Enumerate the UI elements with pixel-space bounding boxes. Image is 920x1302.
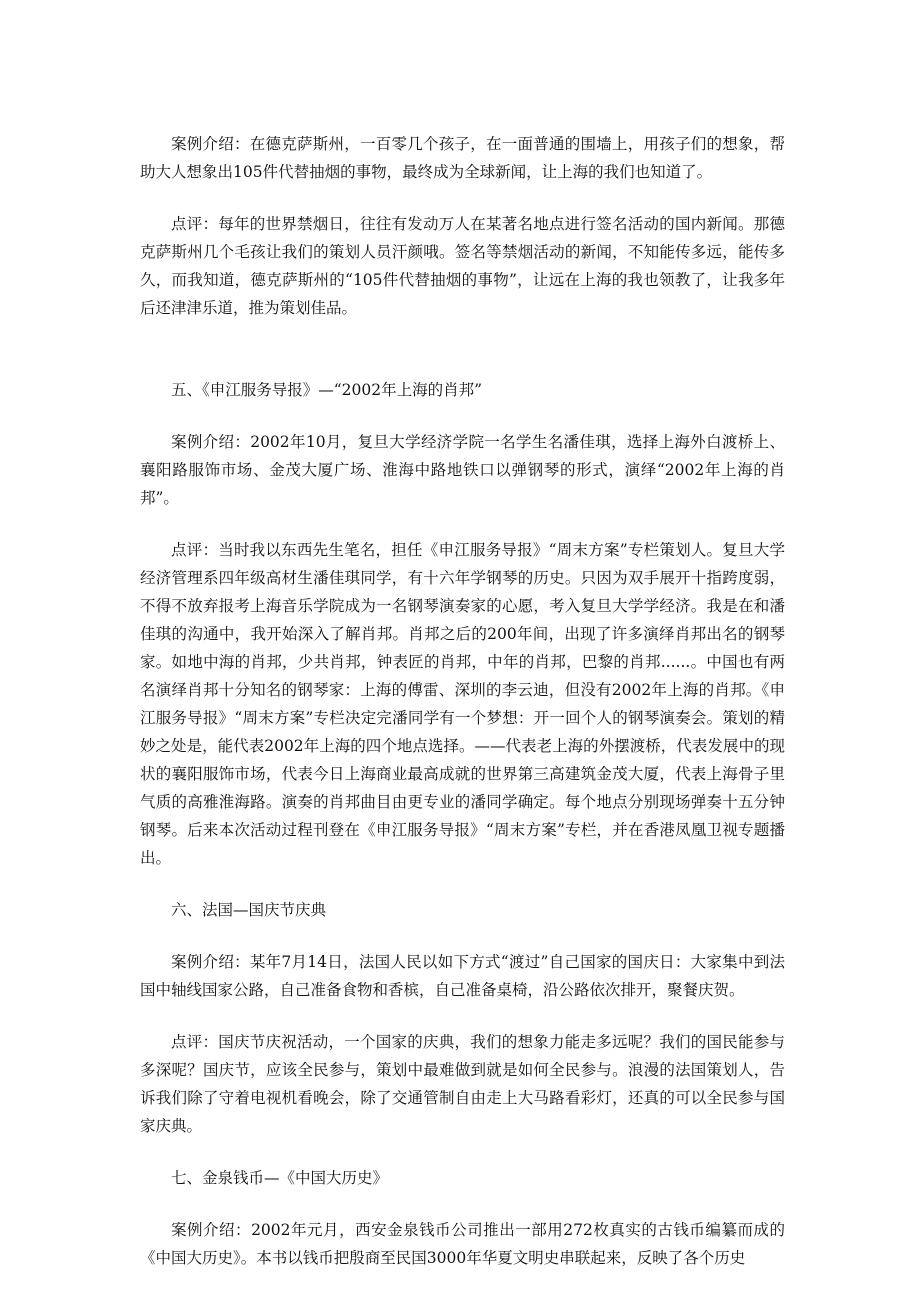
case-intro-france: 案例介绍：某年7月14日，法国人民以如下方式“渡过”自己国家的国庆日：大家集中到法国中轴线国家公路，自己准备食物和香槟，自己准备桌椅，沿公路依次排开，聚餐庆贺。 [140, 953, 785, 999]
case-intro-chopin: 案例介绍：2002年10月，复旦大学经济学院一名学生名潘佳琪，选择上海外白渡桥上、襄阳路服饰市场、金茂大厦广场、淮海中路地铁口以弹钢琴的形式，演绎“2002年上海的肖邦”。 [140, 433, 785, 507]
section-heading-6: 六、法国—国庆节庆典 [171, 901, 327, 919]
case-intro-coins: 案例介绍：2002年元月，西安金泉钱币公司推出一部用272枚真实的古钱币编纂而成的《中国大历史》。本书以钱币把殷商至民国3000年华夏文明史串联起来，反映了各个历史 [140, 1221, 785, 1267]
comment-france: 点评：国庆节庆祝活动，一个国家的庆典，我们的想象力能走多远呢？我们的国民能参与多深呢？国庆节，应该全民参与，策划中最难做到就是如何全民参与。浪漫的法国策划人，告诉我们除了守着电视机看晚会，除了交通管制自由走上大马路看彩灯，还真的可以全民参与国家庆典。 [140, 1033, 785, 1135]
document-page [140, 130, 785, 1296]
comment-chopin: 点评：当时我以东西先生笔名，担任《申江服务导报》“周末方案”专栏策划人。复旦大学经济管理系四年级高材生潘佳琪同学，有十六年学钢琴的历史。只因为双手展开十指跨度弱，不得不放弃报考上海音乐学院成为一名钢琴演奏家的心愿，考入复旦大学学经济。我是在和潘佳琪的沟通中，我开始深入了解肖邦。肖邦之后的200年间，出现了许多演绎肖邦出名的钢琴家。如地中海的肖邦，少共肖邦，钟表匠的肖邦，中年的肖邦，巴黎的肖邦......。中国也有两名演绎肖邦十分知名的钢琴家：上海的傅雷、深圳的李云迪，但没有2002年上海的肖邦。《申江服务导报》“周末方案”专栏决定完潘同学有一个梦想：开一回个人的钢琴演奏会。策划的精妙之处是，能代表2002年上海的四个地点选择。——代表老上海的外摆渡桥，代表发展中的现状的襄阳服饰市场，代表今日上海商业最高成就的世界第三高建筑金茂大厦，代表上海骨子里气质的高雅淮海路。演奏的肖邦曲目由更专业的潘同学确定。每个地点分别现场弹奏十五分钟钢琴。后来本次活动过程刊登在《申江服务导报》“周末方案”专栏，并在香港凤凰卫视专题播出。 [140, 541, 785, 867]
section-heading-5: 五、《申江服务导报》—“2002年上海的肖邦” [171, 381, 483, 399]
section-heading-7: 七、金泉钱币—《中国大历史》 [171, 1169, 389, 1187]
comment-texas: 点评：每年的世界禁烟日，往往有发动万人在某著名地点进行签名活动的国内新闻。那德克萨斯州几个毛孩让我们的策划人员汗颜哦。签名等禁烟活动的新闻，不知能传多远，能传多久，而我知道，德克萨斯州的“105件代替抽烟的事物”，让远在上海的我也领教了，让我多年后还津津乐道，推为策划佳品。 [140, 215, 785, 317]
case-intro-texas: 案例介绍：在德克萨斯州，一百零几个孩子，在一面普通的围墙上，用孩子们的想象，帮助大人想象出105件代替抽烟的事物，最终成为全球新闻，让上海的我们也知道了。 [140, 135, 785, 181]
